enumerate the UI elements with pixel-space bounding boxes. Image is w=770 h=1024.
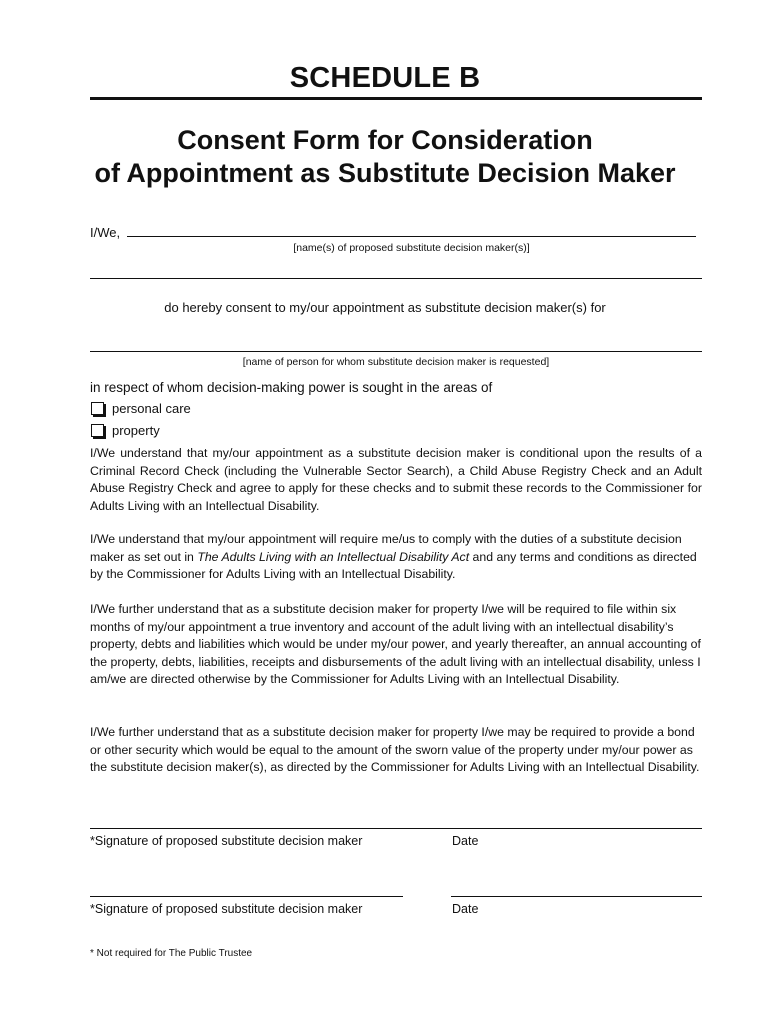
paragraph-inventory: I/We further understand that as a substitute decision maker for property I/we will be required to file within six months of my/our appointment a true inventory and account of the adult living with an intellectual disability’s property, debts and liabilities which would be under my/our power, and yearly thereafter, an annual accounting of the property, debts, liabilities, receipts and disbursements of the adult living with an intellectual disability, unless I am/we are directed otherwise by the Commissioner for Adults Living with an Intellectual Disability.	[90, 602, 701, 686]
form-title	[0, 124, 770, 190]
paragraph-duties	[90, 531, 702, 584]
checkbox-icon[interactable]	[91, 402, 104, 415]
date-label-2: Date	[452, 902, 479, 916]
act-title: The Adults Living with an Intellectual Disability Act	[197, 549, 470, 564]
date-line-2[interactable]	[451, 896, 702, 897]
option-property[interactable]	[90, 423, 160, 438]
checkbox-icon[interactable]	[91, 424, 104, 437]
paragraph-duties-text-b: and any terms and conditions as directed by the Commissioner for Adults Living with an Intellectual Disability.	[90, 549, 697, 581]
date-label-1: Date	[452, 834, 479, 848]
areas-statement: in respect of whom decision-making power is sought in the areas of	[90, 380, 493, 395]
decision-maker-name-field-2[interactable]	[90, 278, 702, 279]
form-title-line-1: Consent Form for Consideration	[177, 125, 593, 155]
title-rule	[90, 97, 702, 100]
signature-line-1[interactable]	[90, 828, 702, 829]
paragraph-duties-text-a: I/We understand that my/our appointment will require me/us to comply with the duties of a substitute decision maker as set out in	[90, 532, 682, 564]
decision-maker-name-field[interactable]	[127, 236, 696, 237]
iwe-label: I/We,	[90, 225, 121, 240]
signature-line-2[interactable]	[90, 896, 403, 897]
option-label: property	[112, 423, 160, 438]
person-name-field[interactable]	[90, 351, 702, 352]
signature-label-2: *Signature of proposed substitute decision maker	[90, 902, 363, 916]
footnote: * Not required for The Public Trustee	[90, 948, 253, 959]
schedule-title: SCHEDULE B	[289, 62, 481, 94]
decision-maker-name-caption: [name(s) of proposed substitute decision maker(s)]	[293, 242, 530, 254]
option-personal-care[interactable]	[90, 401, 191, 416]
paragraph-record-checks: I/We understand that my/our appointment as a substitute decision maker is conditional upon the results of a Criminal Record Check (including the Vulnerable Sector Search), a Child Abuse Registry Check and an Adult Abuse Registry Check and agree to apply for these checks and to submit these records to the Commissioner for Adults Living with an Intellectual Disability.	[90, 446, 702, 513]
option-label: personal care	[112, 401, 191, 416]
form-title-line-2: of Appointment as Substitute Decision Maker	[94, 158, 676, 188]
person-name-caption: [name of person for whom substitute decision maker is requested]	[242, 356, 550, 368]
consent-statement: do hereby consent to my/our appointment as substitute decision maker(s) for	[164, 300, 606, 315]
paragraph-bond: I/We further understand that as a substitute decision maker for property I/we may be required to provide a bond or other security which would be equal to the amount of the sworn value of the property under my/our power as the substitute decision maker(s), as directed by the Commissioner for Adults Living with an Intellectual Disability.	[90, 725, 700, 774]
signature-label-1: *Signature of proposed substitute decision maker	[90, 834, 363, 848]
